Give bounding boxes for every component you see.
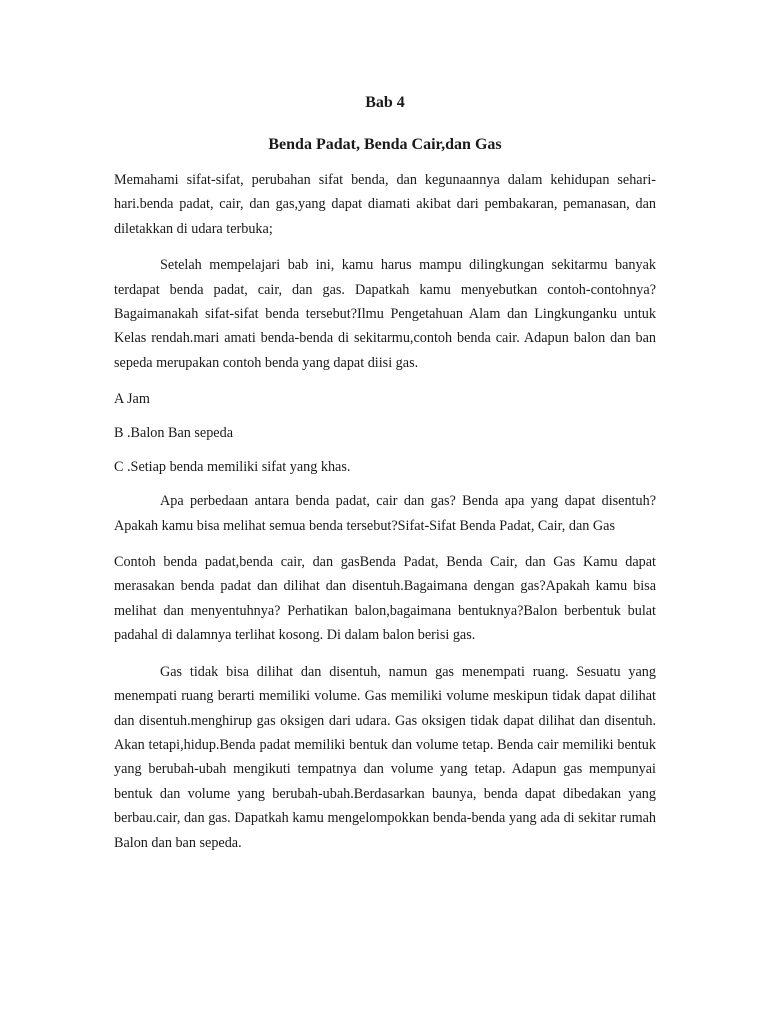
- body-paragraph: Setelah mempelajari bab ini, kamu harus mampu dilingkungan sekitarmu banyak terdapat benda padat, cair, dan gas. Dapatkah kamu menyebutkan contoh-contohnya? Bagaimanakah sifat-sifat benda tersebut?Ilmu Pengetahuan Alam dan Lingkunganku untuk Kelas rendah.mari amati benda-benda di sekitarmu,contoh benda cair. Adapun balon dan ban sepeda merupakan contoh benda yang dapat diisi gas.: [114, 257, 656, 371]
- intro-paragraph: Memahami sifat-sifat, perubahan sifat benda, dan kegunaannya dalam kehidupan sehari-hari.benda padat, cair, dan gas,yang dapat diamati akibat dari pembakaran, pemanasan, dan diletakkan di udara terbuka;: [114, 172, 656, 237]
- body-paragraph: Contoh benda padat,benda cair, dan gasBenda Padat, Benda Cair, dan Gas Kamu dapat merasakan benda padat dan dilihat dan disentuh.Bagaimana dengan gas?Apakah kamu bisa melihat dan menyentuhnya? Perhatikan balon,bagaimana bentuknya?Balon berbentuk bulat padahal di dalamnya terlihat kosong. Di dalam balon berisi gas.: [114, 554, 656, 644]
- chapter-title: Benda Padat, Benda Cair,dan Gas: [268, 136, 502, 153]
- chapter-heading: Bab 4: [365, 94, 405, 111]
- list-item-b: B .Balon Ban sepeda: [114, 425, 233, 442]
- list-item-c: C .Setiap benda memiliki sifat yang khas.: [114, 459, 351, 476]
- list-item-a: A Jam: [114, 391, 150, 408]
- body-paragraph: Apa perbedaan antara benda padat, cair dan gas? Benda apa yang dapat disentuh? Apakah kamu bisa melihat semua benda tersebut?Sifat-Sifat Benda Padat, Cair, dan Gas: [114, 493, 656, 534]
- body-paragraph: Gas tidak bisa dilihat dan disentuh, namun gas menempati ruang. Sesuatu yang menempati ruang berarti memiliki volume. Gas memiliki volume meskipun tidak dapat dilihat dan disentuh.menghirup gas oksigen dari udara. Gas oksigen tidak dapat dilihat dan disentuh. Akan tetapi,hidup.Benda padat memiliki bentuk dan volume tetap. Benda cair memiliki bentuk yang berubah-ubah mengikuti tempatnya dan volume yang tetap. Adapun gas mempunyai bentuk dan volume yang berubah-ubah.Berdasarkan baunya, benda dapat dibedakan yang berbau.cair, dan gas. Dapatkah kamu mengelompokkan benda-benda yang ada di sekitar rumah Balon dan ban sepeda.: [114, 663, 656, 851]
